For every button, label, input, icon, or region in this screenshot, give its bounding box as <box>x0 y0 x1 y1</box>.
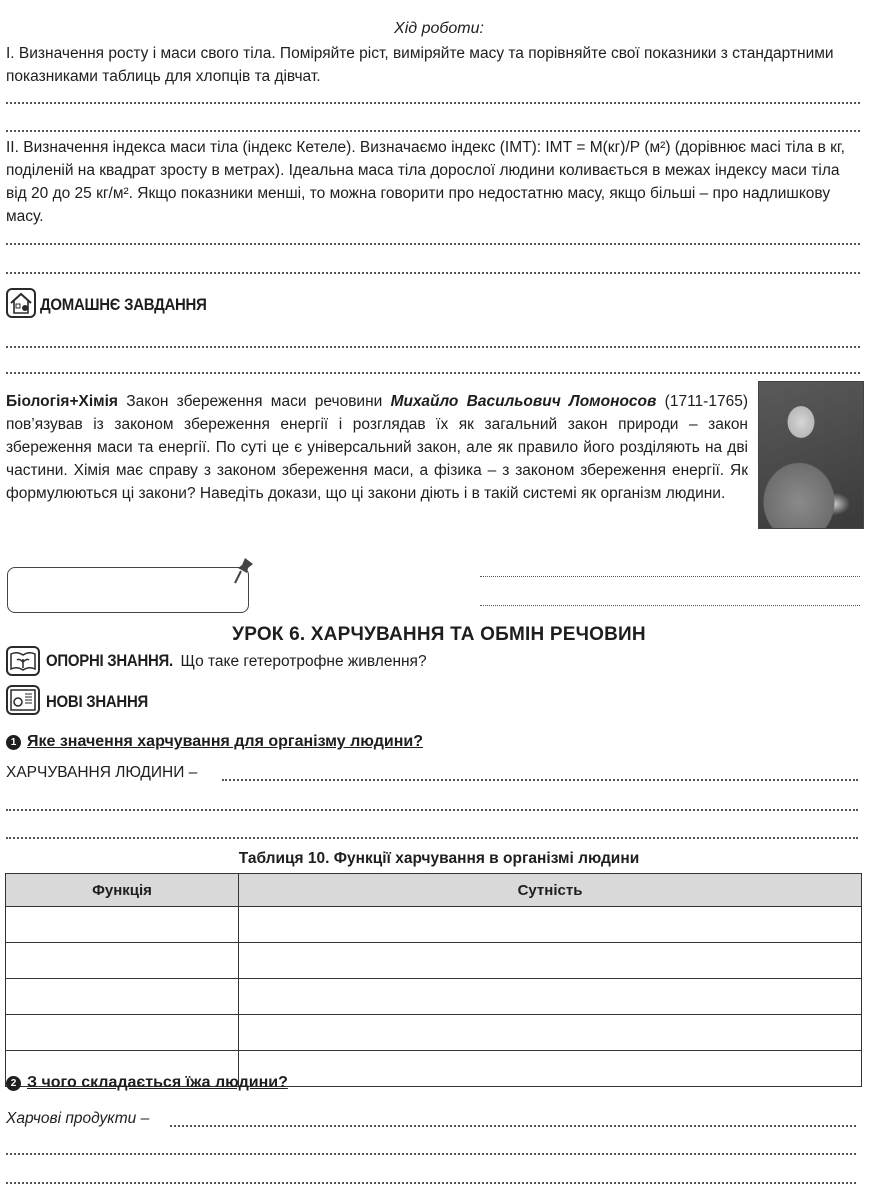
table-cell[interactable] <box>239 1051 862 1087</box>
note-box[interactable] <box>7 567 249 613</box>
book-magnifier-icon <box>6 685 40 715</box>
biology-chemistry-block <box>6 390 748 505</box>
basic-knowledge-question: Що таке гетеротрофне живлення? <box>176 653 427 670</box>
answer-line[interactable] <box>6 272 860 274</box>
functions-table <box>5 873 862 1087</box>
table-cell[interactable] <box>239 1015 862 1051</box>
portrait-image <box>758 381 864 529</box>
bio-text: Закон збереження маси речовини <box>117 393 391 410</box>
answer-line[interactable] <box>6 243 860 245</box>
table-cell[interactable] <box>6 907 239 943</box>
answer-line[interactable] <box>480 576 860 577</box>
food-label: Харчові продукти – <box>6 1110 150 1127</box>
answer-line[interactable] <box>6 809 858 811</box>
question-1 <box>6 733 423 751</box>
nutrition-label: ХАРЧУВАННЯ ЛЮДИНИ – <box>6 764 198 781</box>
scientist-name: Михайло Васильович Ломоносов <box>390 393 657 410</box>
table-cell[interactable] <box>6 979 239 1015</box>
answer-line[interactable] <box>6 346 860 348</box>
table-cell[interactable] <box>6 943 239 979</box>
procedure-step-1: I. Визначення росту і маси свого тіла. Поміряйте ріст, виміряйте масу та порівняйте свої показники з стандартними показниками таблиць для хлопців та дівчат. <box>6 45 834 85</box>
answer-line[interactable] <box>6 102 860 104</box>
homework-heading: ДОМАШНЄ ЗАВДАННЯ <box>40 295 207 314</box>
answer-line[interactable] <box>6 837 858 839</box>
lesson-title: УРОК 6. ХАРЧУВАННЯ ТА ОБМІН РЕЧОВИН <box>232 624 646 645</box>
answer-line[interactable] <box>6 1153 856 1155</box>
new-knowledge-heading: НОВІ ЗНАННЯ <box>46 692 148 711</box>
open-book-icon <box>6 646 40 676</box>
table-row <box>6 943 862 979</box>
question-2-text: З чого складається їжа людини? <box>27 1074 288 1091</box>
table-row <box>6 907 862 943</box>
answer-line[interactable] <box>6 130 860 132</box>
biology-chemistry-label: Біологія+Хімія <box>6 393 118 410</box>
number-badge: 1 <box>6 735 21 750</box>
bio-text: (1711-1765) пов’язував із законом збереження енергії і розглядав їх як загальний закон природи – закон збереження маси та енергії. По суті це є універсальний закон, але як правило його розділяють на дві частини. Хімія має справу з законом збереження маси, а фізика – з законом збереження енергії. Як формулюються ці закони? Наведіть докази, що ці закони діють і в такій системі як організм людини. <box>6 393 748 502</box>
procedure-title: Хід роботи: <box>394 20 484 37</box>
answer-line[interactable] <box>480 605 860 606</box>
table-header-function: Функція <box>6 874 239 907</box>
number-badge: 2 <box>6 1076 21 1091</box>
table-row <box>6 1015 862 1051</box>
table-cell[interactable] <box>239 979 862 1015</box>
house-icon <box>6 288 36 318</box>
answer-line[interactable] <box>6 1182 856 1184</box>
table-cell[interactable] <box>239 907 862 943</box>
question-2 <box>6 1074 288 1092</box>
table-cell[interactable] <box>239 943 862 979</box>
answer-line[interactable] <box>222 779 858 781</box>
procedure-step-2: II. Визначення індекса маси тіла (індекс Кетеле). Визначаємо індекс (ІМТ): ІМТ = М(кг)/Р (м²) (дорівнює масі тіла в кг, поділеній на квадрат зросту в метрах). Ідеальна маса тіла дорослої людини коливається в межах індексу маси тіла від 20 до 25 кг/м². Якщо показники менші, то можна говорити про недостатню масу, якщо більші – про надлишкову масу. <box>6 139 845 225</box>
table-caption: Таблиця 10. Функції харчування в організмі людини <box>238 850 640 867</box>
answer-line[interactable] <box>170 1125 856 1127</box>
table-header-essence: Сутність <box>239 874 862 907</box>
pushpin-icon <box>231 556 255 591</box>
answer-line[interactable] <box>6 372 860 374</box>
table-cell[interactable] <box>6 1015 239 1051</box>
question-1-text: Яке значення харчування для організму людини? <box>27 733 423 750</box>
basic-knowledge-heading: ОПОРНІ ЗНАННЯ. <box>46 651 173 670</box>
basic-knowledge-line <box>46 651 427 671</box>
table-row <box>6 979 862 1015</box>
